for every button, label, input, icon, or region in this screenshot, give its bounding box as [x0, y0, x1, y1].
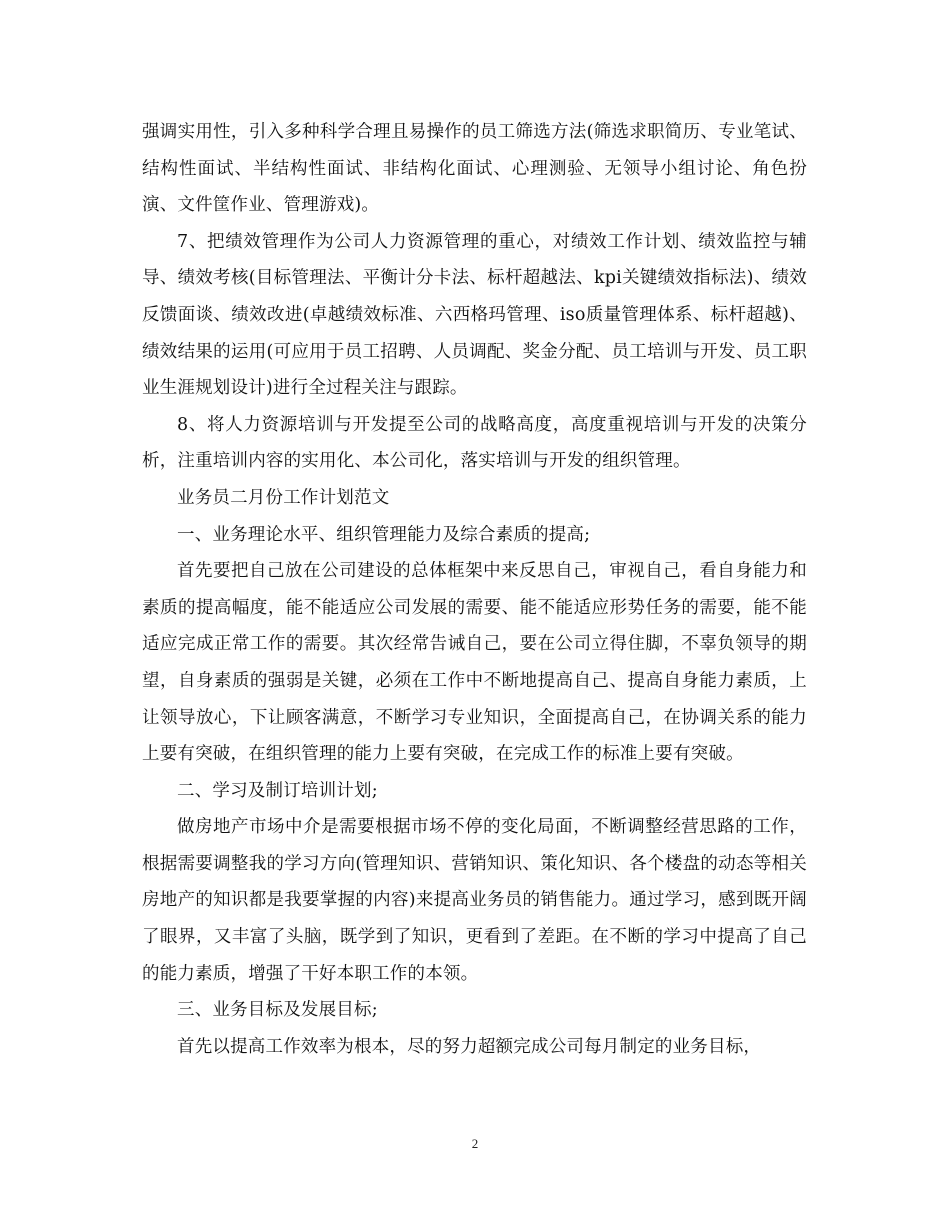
paragraph-item-7: 7、把绩效管理作为公司人力资源管理的重心，对绩效工作计划、绩效监控与辅导、绩效考核(目标管理法、平衡计分卡法、标杆超越法、kpi关键绩效指标法)、绩效反馈面谈、绩效改进(卓越绩效标准、六西格玛管理、iso质量管理体系、标杆超越)、绩效结果的运用(可应用于员工招聘、人员调配、奖金分配、员工培训与开发、员工职业生涯规划设计)进行全过程关注与跟踪。 — [142, 231, 807, 399]
section-title: 业务员二月份工作计划范文 — [177, 487, 390, 508]
paragraph-item-8: 8、将人力资源培训与开发提至公司的战略高度，高度重视培训与开发的决策分析，注重培训内容的实用化、本公司化，落实培训与开发的组织管理。 — [142, 414, 807, 472]
heading-section-1: 一、业务理论水平、组织管理能力及综合素质的提高; — [177, 524, 591, 545]
page-number: 2 — [471, 1136, 479, 1151]
heading-section-3: 三、业务目标及发展目标; — [177, 1000, 378, 1021]
paragraph-section-2: 做房地产市场中介是需要根据市场不停的变化局面，不断调整经营思路的工作，根据需要调整我的学习方向(管理知识、营销知识、策化知识、各个楼盘的动态等相关房地产的知识都是我要掌握的内容)来提高业务员的销售能力。通过学习，感到既开阔了眼界，又丰富了头脑，既学到了知识，更看到了差距。在不断的学习中提高了自己的能力素质，增强了干好本职工作的本领。 — [142, 817, 807, 984]
document-body — [142, 114, 807, 1065]
paragraph-section-1: 首先要把自己放在公司建设的总体框架中来反思自己，审视自己，看自身能力和素质的提高幅度，能不能适应公司发展的需要、能不能适应形势任务的需要，能不能适应完成正常工作的需要。其次经常告诫自己，要在公司立得住脚，不辜负领导的期望，自身素质的强弱是关键，必须在工作中不断地提高自己、提高自身能力素质，上让领导放心，下让顾客满意，不断学习专业知识，全面提高自己，在协调关系的能力上要有突破，在组织管理的能力上要有突破，在完成工作的标准上要有突破。 — [142, 561, 807, 765]
heading-section-2: 二、学习及制订培训计划; — [177, 780, 378, 801]
paragraph-section-3: 首先以提高工作效率为根本，尽的努力超额完成公司每月制定的业务目标， — [177, 1036, 762, 1057]
paragraph-screening-methods: 强调实用性，引入多种科学合理且易操作的员工筛选方法(筛选求职简历、专业笔试、结构性面试、半结构性面试、非结构化面试、心理测验、无领导小组讨论、角色扮演、文件筐作业、管理游戏)。 — [142, 122, 807, 216]
